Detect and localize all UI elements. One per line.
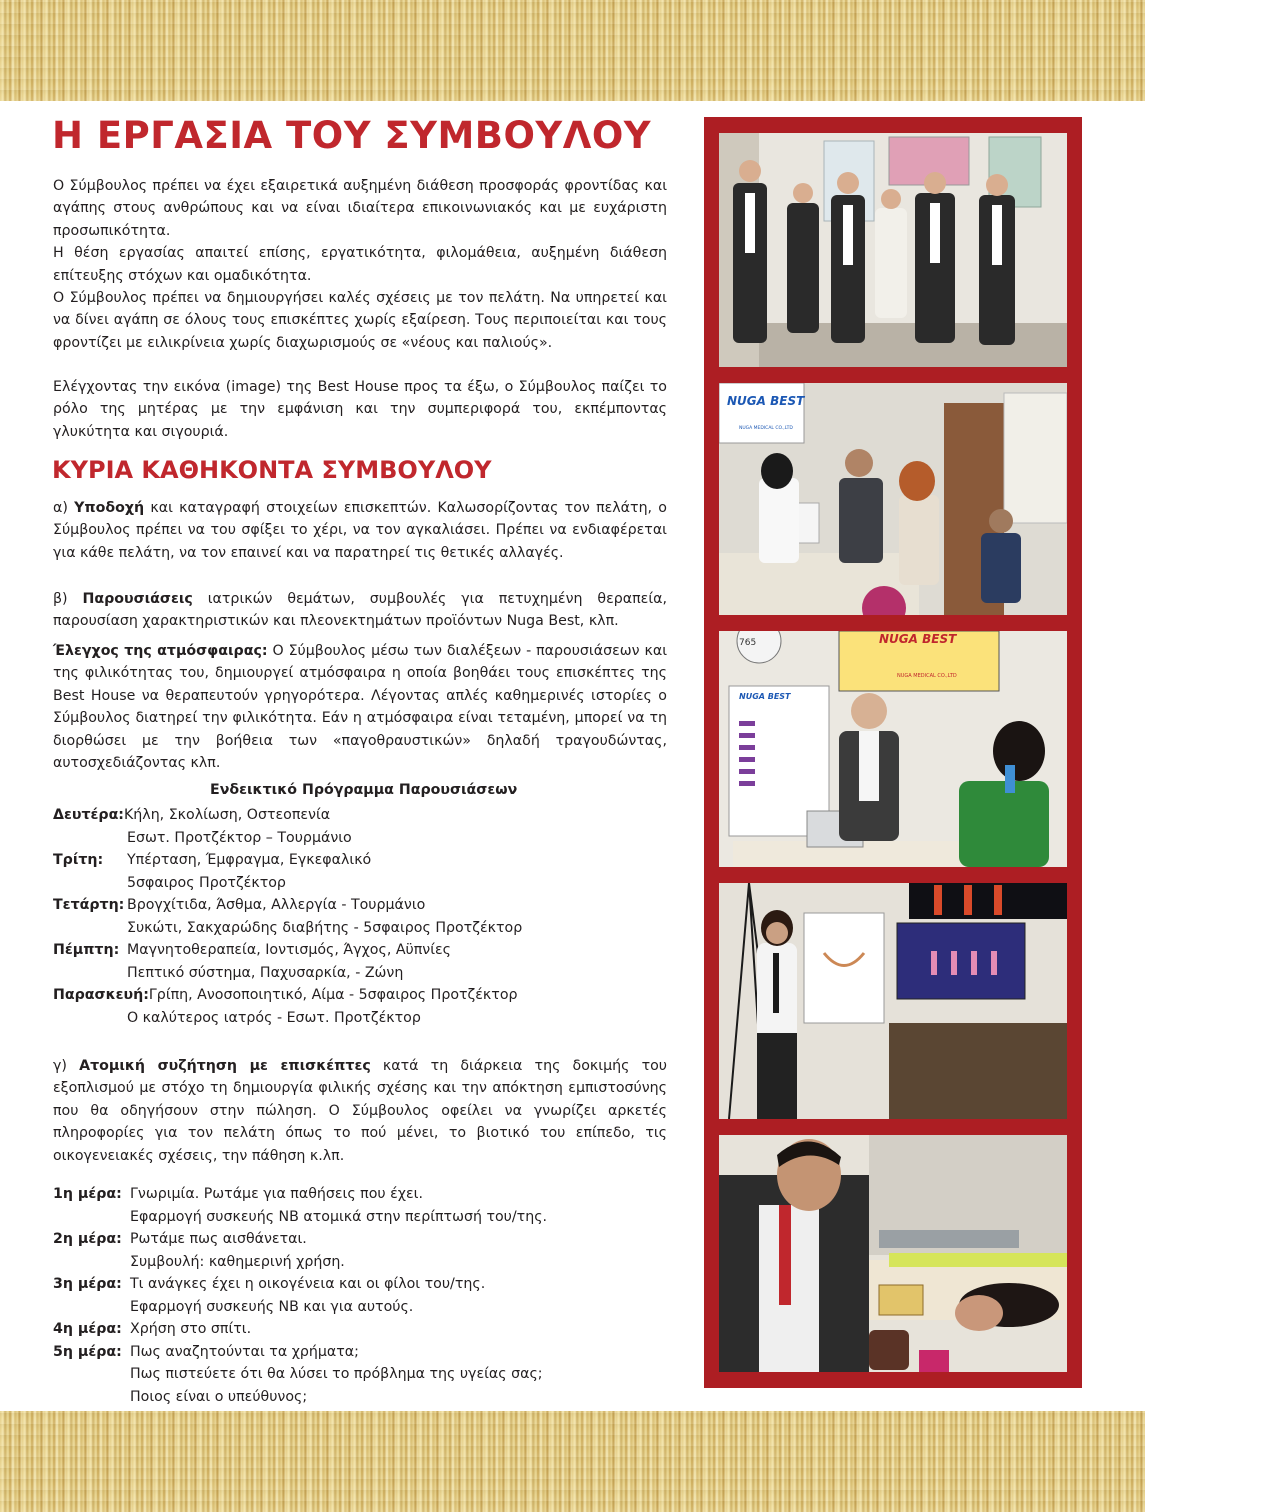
schedule-topic: Συκώτι, Σακχαρώδης διαβήτης - 5σφαιρος Προτζέκτορ	[127, 919, 523, 936]
presentation-desk-photo-graphic	[719, 631, 1067, 867]
schedule-row	[53, 849, 673, 872]
day-text: Συμβουλή: καθημερινή χρήση.	[130, 1253, 345, 1270]
day-label: 4η μέρα:	[53, 1321, 122, 1337]
day-text: Πως πιστεύετε ότι θα λύσει το πρόβλημα της υγείας σας;	[130, 1366, 543, 1382]
team-photo-graphic	[719, 133, 1067, 367]
schedule-row	[53, 827, 673, 850]
duty-prefix: α)	[53, 500, 75, 516]
intro-paragraph	[53, 175, 667, 354]
day-label: 1η μέρα:	[53, 1186, 122, 1202]
schedule-day: Τετάρτη:	[53, 897, 125, 913]
day-label: 2η μέρα:	[53, 1231, 122, 1247]
day-text: Εφαρμογή συσκευής NB και για αυτούς.	[130, 1298, 414, 1315]
day-text: Γνωριμία. Ρωτάμε για παθήσεις που έχει.	[130, 1186, 423, 1202]
lecture-photo	[719, 883, 1067, 1119]
treatment-photo-graphic	[719, 1135, 1067, 1372]
day-row	[53, 1386, 673, 1409]
duty-text: και καταγραφή στοιχείων επισκεπτών. Καλωσορίζοντας τον πελάτη, ο Σύμβουλος πρέπει να του σφίξει το χέρι, να τον αγκαλιάσει. Πρέπει να ενδιαφέρεται για κάθε πελάτη, να τον επαινεί και να παρατηρεί τις θετικές αλλαγές.	[53, 500, 667, 561]
day-label: 5η μέρα:	[53, 1343, 122, 1360]
schedule-topic: 5σφαιρος Προτζέκτορ	[127, 874, 286, 891]
nuga-best-sign-text: NUGA BEST	[727, 394, 805, 408]
day-text: Ρωτάμε πως αισθάνεται.	[130, 1231, 307, 1247]
clock-numbers: 765	[739, 638, 757, 648]
page-title: Η ΕΡΓΑΣΙΑ ΤΟΥ ΣΥΜΒΟΥΛΟΥ	[52, 114, 652, 157]
duty-presentations	[53, 588, 667, 633]
day-row	[53, 1273, 673, 1296]
intro-text-3: Ο Σύμβουλος πρέπει να δημιουργήσει καλές σχέσεις με τον πελάτη. Να υπηρετεί και να δίνει αγάπη σε όλους τους επισκέπτες χωρίς εξαίρεση. Τους περιποιείται και τους φροντίζει με ειλικρίνεια χωρίς διαχωρισμούς σε «νέους και παλιούς».	[53, 290, 667, 351]
schedule-day: Πέμπτη:	[53, 942, 120, 958]
schedule-row	[53, 939, 673, 962]
decorative-gold-band-bottom	[0, 1411, 1145, 1512]
schedule-row	[53, 984, 673, 1007]
schedule-day: Δευτέρα:	[53, 807, 124, 823]
duty-keyword: Παρουσιάσεις	[82, 591, 193, 607]
schedule-row	[53, 962, 673, 985]
reception-photo-graphic	[719, 383, 1067, 615]
nuga-medical-sign-text: NUGA MEDICAL CO.,LTD	[739, 426, 793, 431]
duty-text: κατά τη διάρκεια της δοκιμής του εξοπλισμού με στόχο τη δημιουργία φιλικής σχέσης και την απόκτηση εμπιστοσύνης που θα οδηγήσουν στην πώληση. Ο Σύμβουλος οφείλει να γνωρίζει αρκετές πληροφορίες για τον πελάτη όπως το πού μένει, το βιοτικό του επίπεδο, τις οικογενειακές σχέσεις, την πάθηση κ.λπ.	[53, 1058, 667, 1164]
schedule-topic: Εσωτ. Προτζέκτορ – Τουρμάνιο	[127, 829, 352, 846]
schedule-row	[53, 1007, 673, 1030]
schedule-day: Τρίτη:	[53, 852, 104, 868]
schedule-row	[53, 894, 673, 917]
duty-reception	[53, 497, 667, 564]
day-row	[53, 1183, 673, 1206]
schedule-topic: Ο καλύτερος ιατρός - Εσωτ. Προτζέκτορ	[127, 1009, 421, 1026]
lecture-photo-graphic	[719, 883, 1067, 1119]
days-plan-list	[53, 1183, 673, 1408]
day-text: Εφαρμογή συσκευής NB ατομικά στην περίπτωσή του/της.	[130, 1208, 548, 1225]
duty-atmosphere	[53, 640, 667, 774]
team-photo	[719, 133, 1067, 367]
intro-text-2: Η θέση εργασίας απαιτεί επίσης, εργατικότητα, φιλομάθεια, αυξημένη διάθεση επίτευξης στόχων και ομαδικότητα.	[53, 245, 667, 284]
duty-keyword: Έλεγχος της ατμόσφαιρας:	[53, 643, 268, 659]
day-text: Ποιος είναι ο υπεύθυνος;	[130, 1388, 308, 1405]
schedule-row	[53, 804, 673, 827]
decorative-gold-band-top	[0, 0, 1145, 101]
photo-column-frame	[704, 117, 1082, 1388]
schedule-topic: Πεπτικό σύστημα, Παχυσαρκία, - Ζώνη	[127, 964, 404, 981]
schedule-topic: Βρογχίτιδα, Άσθμα, Αλλεργία - Τουρμάνιο	[127, 897, 426, 913]
schedule-topic: Κήλη, Σκολίωση, Οστεοπενία	[124, 807, 331, 823]
section-subtitle: ΚΥΡΙΑ ΚΑΘΗΚΟΝΤΑ ΣΥΜΒΟΥΛΟΥ	[52, 456, 492, 484]
day-row	[53, 1363, 673, 1386]
duty-keyword: Υποδοχή	[74, 500, 145, 516]
nuga-best-screen-text: NUGA BEST	[879, 632, 957, 646]
treatment-photo	[719, 1135, 1067, 1372]
day-text: Τι ανάγκες έχει η οικογένεια και οι φίλοι του/της.	[130, 1276, 486, 1292]
day-row	[53, 1228, 673, 1251]
day-text: Πως αναζητούνται τα χρήματα;	[130, 1343, 359, 1360]
day-label: 3η μέρα:	[53, 1276, 122, 1292]
duty-text: Ο Σύμβουλος μέσω των διαλέξεων - παρουσιάσεων και της φιλικότητας του, δημιουργεί ατμόσφαιρα η οποία βοηθάει τους επισκέπτες της Best House να θεραπευτούν γρηγορότερα. Λέγοντας απλές καθημερινές ιστορίες ο Σύμβουλος διατηρεί την φιλικότητα. Εάν η ατμόσφαιρα είναι τεταμένη, μπορεί να τη διορθώσει με την βοήθεια των «παγοθραυστικών» δηλαδή τραγουδώντας, αυτοσχεδιάζοντας κλπ.	[53, 643, 667, 772]
schedule-row	[53, 872, 673, 895]
image-paragraph: Ελέγχοντας την εικόνα (image) της Best House προς τα έξω, ο Σύμβουλος παίζει το ρόλο της μητέρας με την εμφάνιση και την συμπεριφορά του, εκπέμποντας γλυκύτητα και σιγουριά.	[53, 379, 667, 440]
duty-individual-talk	[53, 1055, 667, 1167]
schedule-topic: Γρίπη, Ανοσοποιητικό, Αίμα - 5σφαιρος Προτζέκτορ	[148, 987, 518, 1003]
duty-keyword: Ατομική συζήτηση με επισκέπτες	[79, 1058, 371, 1074]
intro-text-1: Ο Σύμβουλος πρέπει να έχει εξαιρετικά αυξημένη διάθεση προσφοράς φροντίδας και αγάπης στους ανθρώπους και να είναι ιδιαίτερα επικοινωνιακός και με ευχάριστη προσωπικότητα.	[53, 178, 667, 239]
schedule-title: Ενδεικτικό Πρόγραμμα Παρουσιάσεων	[210, 782, 518, 798]
duty-prefix: β)	[53, 591, 83, 607]
day-row	[53, 1251, 673, 1274]
presentation-desk-photo	[719, 631, 1067, 867]
schedule-day: Παρασκευή:	[53, 987, 149, 1003]
schedule-list	[53, 804, 673, 1029]
duty-text: ιατρικών θεμάτων, συμβουλές για πετυχημένη θεραπεία, παρουσίαση χαρακτηριστικών και πλεονεκτημάτων προϊόντων Nuga Best, κλπ.	[53, 591, 667, 630]
reception-photo	[719, 383, 1067, 615]
schedule-topic: Υπέρταση, Έμφραγμα, Εγκεφαλικό	[127, 852, 372, 868]
day-row	[53, 1296, 673, 1319]
nuga-medical-screen-text: NUGA MEDICAL CO.,LTD	[897, 673, 957, 679]
day-row	[53, 1318, 673, 1341]
schedule-row	[53, 917, 673, 940]
schedule-topic: Μαγνητοθεραπεία, Ιοντισμός, Άγχος, Αϋπνίες	[127, 942, 452, 958]
nuga-best-poster-text: NUGA BEST	[739, 692, 791, 701]
duty-prefix: γ)	[53, 1058, 80, 1074]
day-row	[53, 1341, 673, 1364]
day-text: Χρήση στο σπίτι.	[130, 1321, 252, 1337]
day-row	[53, 1206, 673, 1229]
